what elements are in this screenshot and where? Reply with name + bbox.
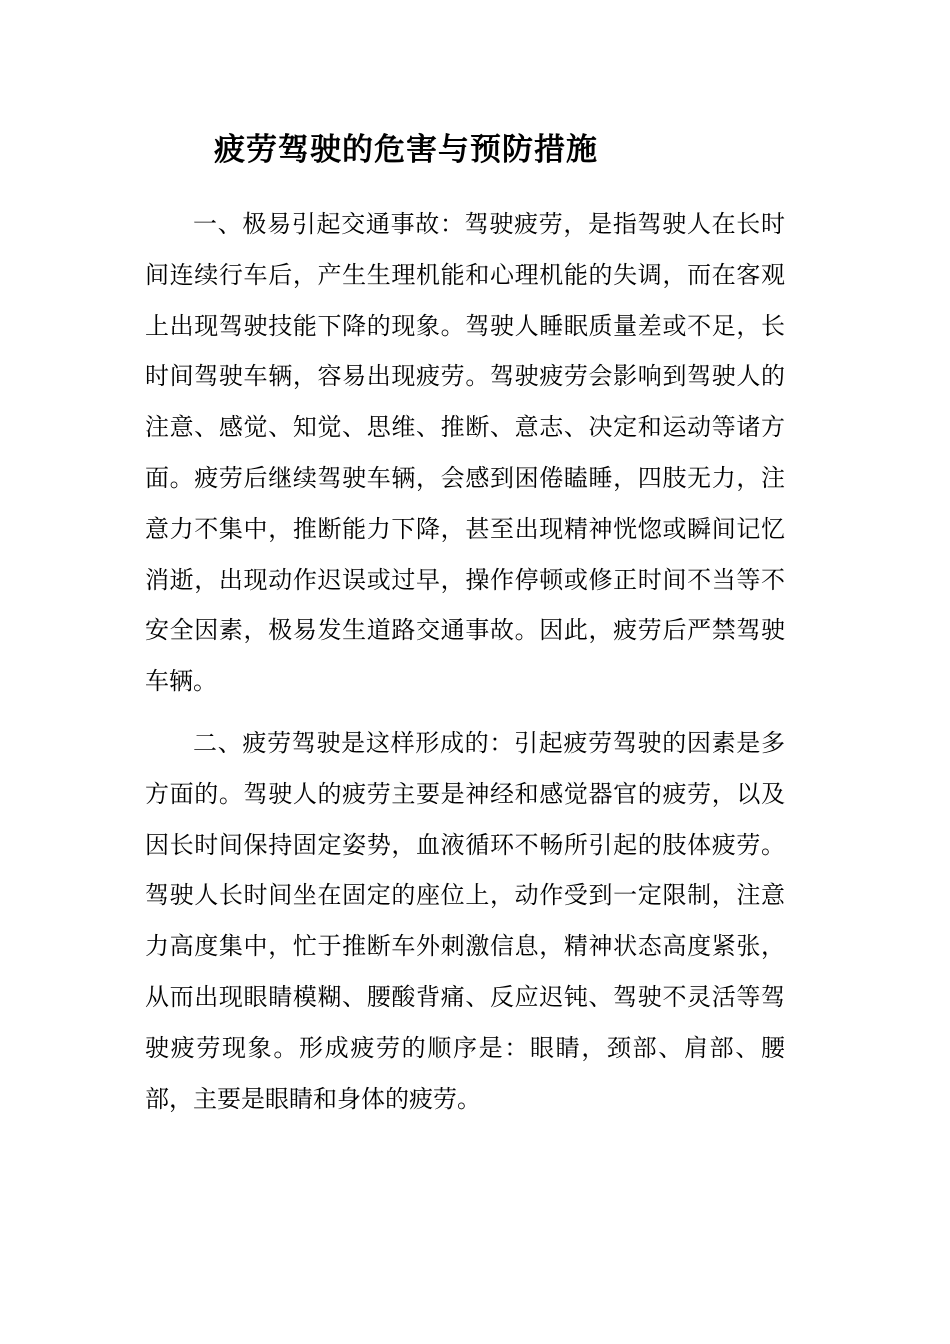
paragraph-hazards: 一、极易引起交通事故：驾驶疲劳，是指驾驶人在长时间连续行车后，产生生理机能和心理机能的失调，而在客观上出现驾驶技能下降的现象。驾驶人睡眠质量差或不足，长时间驾驶车辆，容易出现疲劳。驾驶疲劳会影响到驾驶人的注意、感觉、知觉、思维、推断、意志、决定和运动等诸方面。疲劳后继续驾驶车辆，会感到困倦瞌睡，四肢无力，注意力不集中，推断能力下降，甚至出现精神恍惚或瞬间记忆消逝，出现动作迟误或过早，操作停顿或修正时间不当等不安全因素，极易发生道路交通事故。因此，疲劳后严禁驾驶车辆。 <box>145 210 785 696</box>
paragraph-causes: 二、疲劳驾驶是这样形成的：引起疲劳驾驶的因素是多方面的。驾驶人的疲劳主要是神经和感觉器官的疲劳，以及因长时间保持固定姿势，血液循环不畅所引起的肢体疲劳。驾驶人长时间坐在固定的座位上，动作受到一定限制，注意力高度集中，忙于推断车外刺激信息，精神状态高度紧张，从而出现眼睛模糊、腰酸背痛、反应迟钝、驾驶不灵活等驾驶疲劳现象。形成疲劳的顺序是：眼睛，颈部、肩部、腰部，主要是眼睛和身体的疲劳。 <box>145 729 785 1113</box>
document-title: 疲劳驾驶的危害与预防措施 <box>214 132 598 168</box>
